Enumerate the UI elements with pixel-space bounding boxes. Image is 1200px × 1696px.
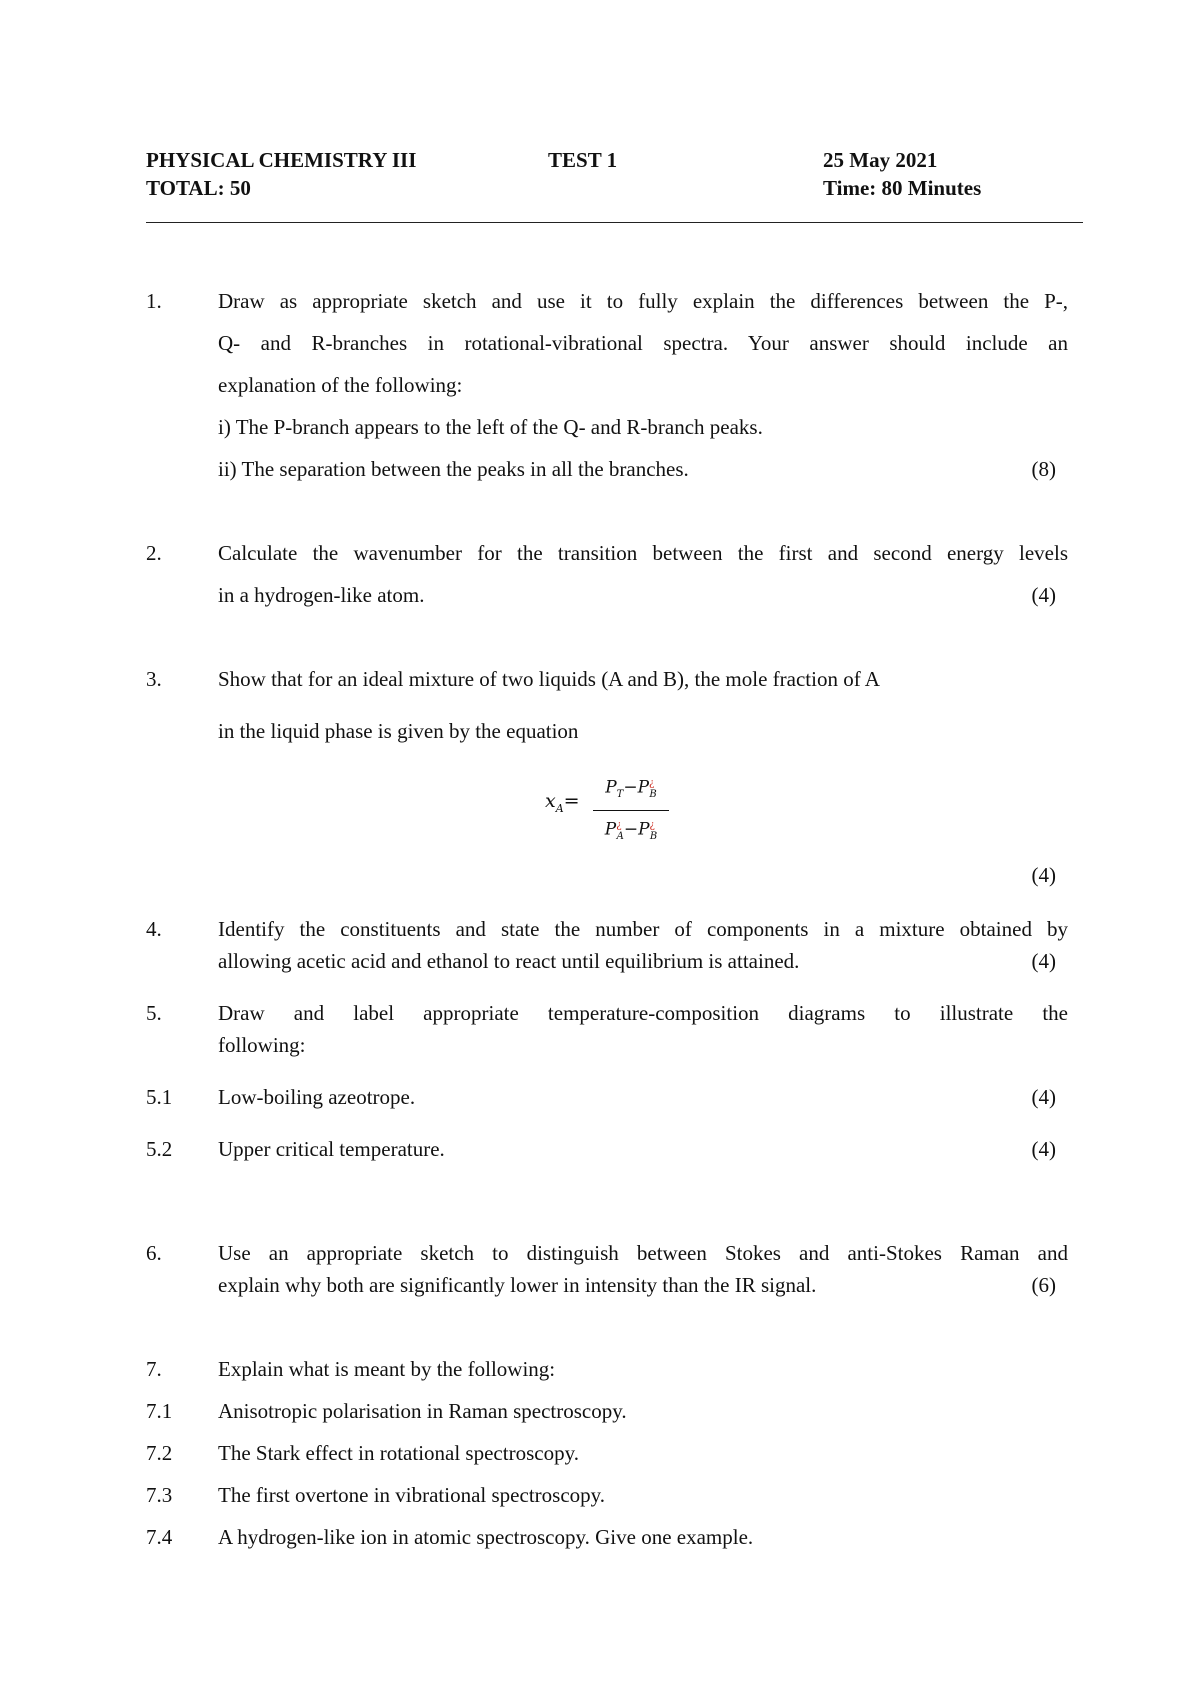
question-marks: (4) bbox=[1031, 863, 1056, 887]
question-text-line: in the liquid phase is given by the equation bbox=[218, 719, 579, 743]
subquestion-text: The Stark effect in rotational spectroscopy. bbox=[218, 1441, 579, 1465]
time-allowed: Time: 80 Minutes bbox=[823, 176, 982, 200]
question-text-line: Show that for an ideal mixture of two liquids (A and B), the mole fraction of A bbox=[218, 667, 880, 691]
question-number: 7. bbox=[146, 1357, 162, 1381]
header-divider bbox=[146, 222, 1083, 223]
question-marks: (4) bbox=[1031, 1085, 1056, 1109]
subquestion-text: Anisotropic polarisation in Raman spectroscopy. bbox=[218, 1399, 627, 1423]
subquestion-number: 7.3 bbox=[146, 1483, 173, 1507]
subquestion-number: 7.2 bbox=[146, 1441, 173, 1465]
question-text-line: allowing acetic acid and ethanol to react until equilibrium is attained. bbox=[218, 949, 800, 973]
question-number: 6. bbox=[146, 1241, 162, 1265]
question-text-line: explanation of the following: bbox=[218, 373, 463, 397]
question-text-line: Draw and label appropriate temperature-composition diagrams to illustrate the bbox=[218, 1001, 1068, 1025]
equation-lhs: $x_A=$ bbox=[545, 790, 580, 815]
mole-fraction-equation bbox=[545, 768, 675, 843]
question-marks: (4) bbox=[1031, 949, 1056, 973]
question-marks: (6) bbox=[1031, 1273, 1056, 1297]
question-number: 5. bbox=[146, 1001, 162, 1025]
course-title: PHYSICAL CHEMISTRY III bbox=[146, 148, 417, 172]
question-text-line: Use an appropriate sketch to distinguish between Stokes and anti-Stokes Raman and bbox=[218, 1241, 1068, 1265]
question-text-line: Draw as appropriate sketch and use it to fully explain the differences between the P-, bbox=[218, 289, 1068, 313]
question-text-line: Identify the constituents and state the number of components in a mixture obtained by bbox=[218, 917, 1068, 941]
question-text-line: explain why both are significantly lower in intensity than the IR signal. bbox=[218, 1273, 817, 1297]
subquestion-text: Upper critical temperature. bbox=[218, 1137, 445, 1161]
equation-fraction bbox=[593, 770, 669, 851]
question-text-line: Calculate the wavenumber for the transition between the first and second energy levels bbox=[218, 541, 1068, 565]
subquestion-number: 7.4 bbox=[146, 1525, 173, 1549]
total-marks: TOTAL: 50 bbox=[146, 176, 251, 200]
test-title: TEST 1 bbox=[548, 148, 618, 172]
question-text-line: Q- and R-branches in rotational-vibrational spectra. Your answer should include an bbox=[218, 331, 1068, 355]
equation-denominator: $P^¿_A-P^¿_B$ bbox=[604, 819, 658, 843]
question-number: 2. bbox=[146, 541, 162, 565]
question-number: 3. bbox=[146, 667, 162, 691]
subquestion-number: 5.1 bbox=[146, 1085, 173, 1109]
subquestion-text: Low-boiling azeotrope. bbox=[218, 1085, 416, 1109]
subquestion-text: The first overtone in vibrational spectroscopy. bbox=[218, 1483, 606, 1507]
equation-numerator: $P_T-P^¿_B$ bbox=[605, 777, 657, 801]
question-text-line: following: bbox=[218, 1033, 306, 1057]
subquestion-number: 7.1 bbox=[146, 1399, 173, 1423]
question-text-line: ii) The separation between the peaks in all the branches. bbox=[218, 457, 689, 481]
question-marks: (4) bbox=[1031, 1137, 1056, 1161]
question-text-line: i) The P-branch appears to the left of the Q- and R-branch peaks. bbox=[218, 415, 763, 439]
question-text-line: Explain what is meant by the following: bbox=[218, 1357, 556, 1381]
question-marks: (4) bbox=[1031, 583, 1056, 607]
question-text-line: in a hydrogen-like atom. bbox=[218, 583, 425, 607]
fraction-bar bbox=[593, 810, 669, 811]
question-marks: (8) bbox=[1031, 457, 1056, 481]
test-date: 25 May 2021 bbox=[823, 148, 938, 172]
question-number: 4. bbox=[146, 917, 162, 941]
subquestion-number: 5.2 bbox=[146, 1137, 173, 1161]
subquestion-text: A hydrogen-like ion in atomic spectroscopy. Give one example. bbox=[218, 1525, 754, 1549]
question-number: 1. bbox=[146, 289, 162, 313]
